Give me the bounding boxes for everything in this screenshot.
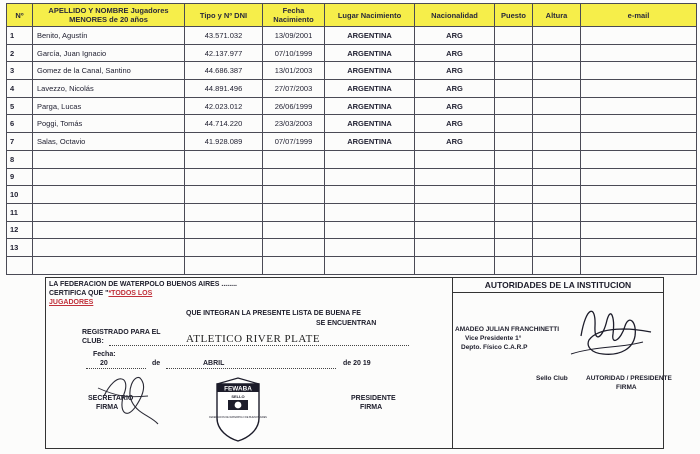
player-birthplace: ARGENTINA [325,115,415,133]
club-stamp-label: Sello Club [536,375,568,382]
player-birthdate [263,239,325,257]
authority-firma-label: FIRMA [616,384,637,391]
player-birthplace: ARGENTINA [325,27,415,45]
col-header-birthplace: Lugar Nacimiento [325,4,415,27]
federation-line: LA FEDERACION DE WATERPOLO BUENOS AIRES ........ [49,281,237,288]
player-email [581,256,697,274]
player-birthplace [325,239,415,257]
player-nationality [415,168,495,186]
player-dni: 43.571.032 [185,27,263,45]
player-dni [185,150,263,168]
table-row [7,80,697,98]
player-birthdate: 07/07/1999 [263,133,325,151]
player-nationality: ARG [415,27,495,45]
row-number: 7 [7,133,33,151]
authority-name: AMADEO JULIAN FRANCHINETTI [455,326,559,333]
player-birthdate: 13/01/2003 [263,62,325,80]
player-dni: 44.714.220 [185,115,263,133]
player-email [581,168,697,186]
secretary-signature [96,366,166,426]
col-header-height: Altura [533,4,581,27]
player-email [581,221,697,239]
player-position [495,150,533,168]
player-birthplace [325,221,415,239]
table-row [7,168,697,186]
player-birthdate [263,203,325,221]
player-name: García, Juan Ignacio [33,44,185,62]
player-birthplace: ARGENTINA [325,62,415,80]
player-email [581,27,697,45]
player-height [533,27,581,45]
player-birthplace: ARGENTINA [325,133,415,151]
player-name [33,168,185,186]
date-year: de 20 19 [343,360,371,367]
player-birthplace [325,256,415,274]
player-dni [185,186,263,204]
secretary-label: SECRETARIO [88,395,134,402]
club-line [109,345,409,346]
table-row [7,133,697,151]
seal-subtitle: SELLO [231,394,245,399]
certifies-line [49,290,152,297]
player-birthdate [263,221,325,239]
player-birthdate: 07/10/1999 [263,44,325,62]
player-birthplace [325,168,415,186]
table-header-row [7,4,697,27]
row-number: 9 [7,168,33,186]
player-birthplace: ARGENTINA [325,80,415,98]
col-header-name: APELLIDO Y NOMBRE Jugadores MENORES de 20 años [33,4,185,27]
player-dni [185,256,263,274]
player-nationality [415,150,495,168]
player-height [533,186,581,204]
player-birthplace: ARGENTINA [325,44,415,62]
date-label: Fecha: [93,351,116,358]
player-dni: 41.928.089 [185,133,263,151]
player-nationality [415,256,495,274]
row-number: 6 [7,115,33,133]
table-row [7,256,697,274]
player-name: Parga, Lucas [33,97,185,115]
player-position [495,186,533,204]
row-number: 11 [7,203,33,221]
table-row [7,115,697,133]
player-email [581,186,697,204]
player-nationality [415,203,495,221]
secretary-firma-label: FIRMA [96,404,119,411]
player-birthplace: ARGENTINA [325,97,415,115]
president-label: PRESIDENTE [351,395,396,402]
player-name [33,203,185,221]
player-email [581,239,697,257]
player-dni: 42.023.012 [185,97,263,115]
player-birthdate: 27/07/2003 [263,80,325,98]
table-row [7,203,697,221]
player-nationality [415,186,495,204]
row-number: 3 [7,62,33,80]
player-dni: 42.137.977 [185,44,263,62]
registered-for-label: REGISTRADO PARA EL [82,329,161,336]
table-row [7,186,697,204]
player-birthdate: 26/06/1999 [263,97,325,115]
player-dni [185,203,263,221]
player-birthdate [263,150,325,168]
player-height [533,203,581,221]
player-nationality [415,221,495,239]
player-birthdate [263,168,325,186]
player-name: Lavezzo, Nicolás [33,80,185,98]
col-header-dni: Tipo y Nº DNI [185,4,263,27]
seal-title: FEWABA [224,385,252,393]
federation-seal [209,378,267,442]
player-height [533,133,581,151]
player-height [533,256,581,274]
player-height [533,62,581,80]
player-position [495,115,533,133]
authority-role-2: Depto. Físico C.A.R.P [461,344,528,351]
table-row [7,27,697,45]
player-nationality: ARG [415,115,495,133]
player-email [581,203,697,221]
row-number: 1 [7,27,33,45]
player-position [495,221,533,239]
player-email [581,62,697,80]
section-divider [452,278,453,448]
certifies-label: CERTIFICA QUE " [49,290,109,297]
player-name: Gomez de la Canal, Santino [33,62,185,80]
player-position [495,27,533,45]
player-name [33,221,185,239]
player-height [533,97,581,115]
player-position [495,80,533,98]
player-name [33,150,185,168]
player-nationality: ARG [415,97,495,115]
row-number: 10 [7,186,33,204]
player-birthplace [325,186,415,204]
player-nationality: ARG [415,44,495,62]
row-number [7,256,33,274]
player-position [495,203,533,221]
player-email [581,97,697,115]
col-header-number: Nº [7,4,33,27]
player-height [533,239,581,257]
player-dni [185,168,263,186]
authorities-header: AUTORIDADES DE LA INSTITUCION [453,278,663,293]
authority-role-1: Vice Presidente 1° [465,335,522,342]
player-birthdate: 23/03/2003 [263,115,325,133]
player-birthplace [325,203,415,221]
row-number: 2 [7,44,33,62]
seal-ring-text: FEDERACION DE WATERPOLO DE BUENOS AIRES [209,416,267,419]
player-nationality [415,239,495,257]
row-number: 5 [7,97,33,115]
player-position [495,168,533,186]
player-height [533,221,581,239]
player-height [533,115,581,133]
authority-signature [551,296,661,366]
table-row [7,221,697,239]
player-email [581,115,697,133]
col-header-nationality: Nacionalidad [415,4,495,27]
player-birthplace [325,150,415,168]
player-dni: 44.686.387 [185,62,263,80]
player-height [533,150,581,168]
player-position [495,44,533,62]
club-name: ATLETICO RIVER PLATE [186,333,321,345]
month-line [166,368,336,369]
table-row [7,62,697,80]
player-name [33,256,185,274]
table-row [7,44,697,62]
col-header-birthdate: Fecha Nacimiento [263,4,325,27]
player-dni [185,221,263,239]
row-number: 4 [7,80,33,98]
player-nationality: ARG [415,133,495,151]
date-de-1: de [152,360,161,367]
player-email [581,44,697,62]
player-email [581,150,697,168]
table-row [7,239,697,257]
roster-table [6,3,697,275]
player-position [495,62,533,80]
player-height [533,168,581,186]
col-header-position: Puesto [495,4,533,27]
player-nationality: ARG [415,62,495,80]
certification-block [45,277,672,449]
player-email [581,133,697,151]
player-name: Salas, Octavio [33,133,185,151]
date-month: ABRIL [203,360,225,367]
player-email [581,80,697,98]
row-number: 12 [7,221,33,239]
table-row [7,150,697,168]
authority-president-label: AUTORIDAD / PRESIDENTE [586,375,672,382]
player-nationality: ARG [415,80,495,98]
player-position [495,133,533,151]
player-position [495,97,533,115]
row-number: 13 [7,239,33,257]
club-label: CLUB: [82,338,104,345]
player-dni [185,239,263,257]
player-height [533,44,581,62]
table-row [7,97,697,115]
player-position [495,239,533,257]
president-firma-label: FIRMA [360,404,383,411]
player-name [33,186,185,204]
row-number: 8 [7,150,33,168]
player-birthdate: 13/09/2001 [263,27,325,45]
player-name [33,239,185,257]
registered-statement: SE ENCUENTRAN [316,320,377,327]
player-dni: 44.891.496 [185,80,263,98]
player-birthdate [263,256,325,274]
all-players-text: *TODOS LOS [108,290,153,297]
player-name: Poggi, Tomás [33,115,185,133]
col-header-email: e-mail [581,4,697,27]
player-birthdate [263,186,325,204]
player-name: Benito, Agustín [33,27,185,45]
list-statement: QUE INTEGRAN LA PRESENTE LISTA DE BUENA FE [186,310,361,317]
players-text: JUGADORES [49,299,94,306]
player-height [533,80,581,98]
date-day: 20 [100,360,108,367]
player-position [495,256,533,274]
